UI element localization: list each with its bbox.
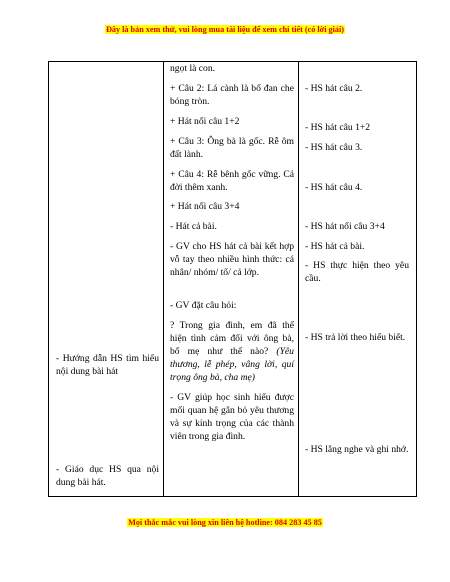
activity-line: + Hát nối câu 1+2 <box>170 116 240 127</box>
activity-line: - GV cho HS hát cả bài kết hợp vỗ tay theo nhiều hình thức: cá nhân/ nhóm/ tổ/ cả lớp. <box>170 241 294 278</box>
activity-line: ngọt là con. <box>170 63 216 74</box>
student-line: - HS hát nối câu 3+4 <box>305 221 385 232</box>
objective-guide: - Hướng dẫn HS tìm hiểu nội dung bài hát <box>56 353 159 377</box>
activity-line: - Hát cả bài. <box>170 221 217 232</box>
question-answer: (Yêu thương, lễ phép, vâng lời, quí trọng ông bà, cha mẹ) <box>170 346 294 383</box>
teacher-activity-cell <box>164 62 299 497</box>
objective-educate: - Giáo dục HS qua nội dung bài hát. <box>56 464 159 488</box>
question-block <box>170 319 294 384</box>
table-row <box>49 62 417 497</box>
activity-line: + Câu 2: Lá cành là bố đan che bóng tròn. <box>170 83 294 107</box>
activity-line: - GV đặt câu hỏi: <box>170 300 237 311</box>
top-banner-text: Đây là bản xem thử, vui lòng mua tài liệu để xem chi tiết (có lời giải) <box>105 25 344 34</box>
teacher-objective-cell <box>49 62 164 497</box>
student-line: - HS hát câu 2. <box>305 83 363 94</box>
lesson-table <box>48 61 417 497</box>
student-line: - HS hát câu 1+2 <box>305 122 371 133</box>
student-line: - HS trả lời theo hiểu biết. <box>305 332 406 343</box>
activity-line: + Câu 3: Ông bà là gốc. Rễ ôm đất lành. <box>170 136 294 160</box>
top-banner <box>0 25 450 34</box>
student-line: - HS lắng nghe và ghi nhớ. <box>305 444 409 455</box>
activity-line: - GV giúp học sinh hiểu được mối quan hệ gắn bó yêu thương và sự kính trọng của các thành viên trong gia đình. <box>170 392 294 442</box>
student-line: - HS thực hiện theo yêu cầu. <box>305 260 409 284</box>
student-line: - HS hát câu 4. <box>305 182 363 193</box>
student-line: - HS hát cả bài. <box>305 241 365 252</box>
bottom-banner-text: Mọi thắc mắc vui lòng xin liên hệ hotline: 084 283 45 85 <box>128 518 322 527</box>
activity-line: + Hát nối câu 3+4 <box>170 201 240 212</box>
student-line: - HS hát câu 3. <box>305 142 363 153</box>
question-text: ? Trong gia đình, em đã thể hiện tình cảm đối với ông bà, bố mẹ như thế nào? <box>170 320 294 357</box>
student-activity-cell <box>299 62 417 497</box>
activity-line: + Câu 4: Rễ bênh gốc vững. Cả đời thêm xanh. <box>170 169 294 193</box>
bottom-banner <box>0 518 450 527</box>
